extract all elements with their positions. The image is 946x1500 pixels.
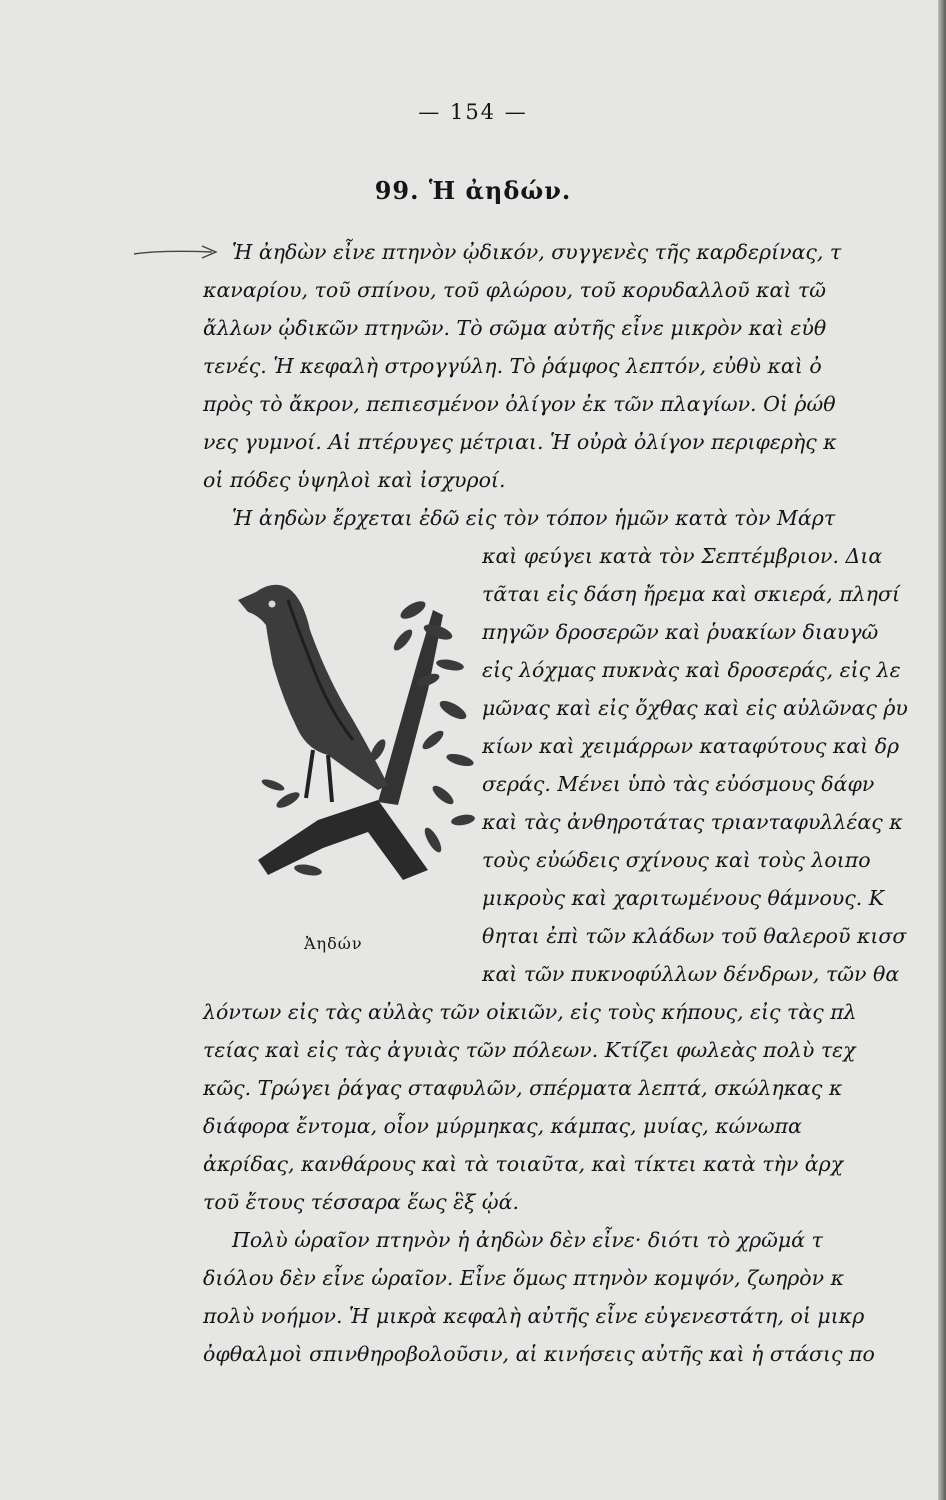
text-line: πρὸς τὸ ἄκρον, πεπιεσμένον ὀλίγον ἐκ τῶν πλαγίων. Οἱ ῥώθ [203,392,836,416]
text-line: λόντων εἰς τὰς αὐλὰς τῶν οἰκιῶν, εἰς τοὺς κήπους, εἰς τὰς πλ [203,1000,857,1024]
text-line: κῶς. Τρώγει ῥάγας σταφυλῶν, σπέρματα λεπτά, σκώληκας κ [203,1076,843,1100]
text-line: Πολὺ ὡραῖον πτηνὸν ἡ ἀηδὼν δὲν εἶνε· διότι τὸ χρῶμά τ [232,1228,823,1252]
text-line: τοῦ ἔτους τέσσαρα ἕως ἓξ ᾠά. [203,1190,519,1214]
text-line: διάφορα ἔντομα, οἷον μύρμηκας, κάμπας, μυίας, κώνωπα [203,1114,802,1138]
text-line: τᾶται εἰς δάση ἤρεμα καὶ σκιερά, πλησί [482,582,900,606]
text-line: καὶ φεύγει κατὰ τὸν Σεπτέμβριον. Δια [482,544,883,568]
text-line: Ἡ ἀηδὼν ἔρχεται ἐδῶ εἰς τὸν τόπον ἡμῶν κατὰ τὸν Μάρτ [232,506,836,530]
chapter-title: 99. Ἡ ἀηδών. [374,176,572,205]
text-line: καναρίου, τοῦ σπίνου, τοῦ φλώρου, τοῦ κορυδαλλοῦ καὶ τῶ [203,278,826,302]
page-number: — 154 — [418,100,528,124]
figure-caption: Ἀηδών [304,934,363,953]
text-line: ἄλλων ᾠδικῶν πτηνῶν. Τὸ σῶμα αὐτῆς εἶνε μικρὸν καὶ εὐθ [203,316,827,340]
nightingale-illustration [228,570,478,900]
text-line: νες γυμνοί. Αἱ πτέρυγες μέτριαι. Ἡ οὐρὰ ὀλίγον περιφερὴς κ [203,430,837,454]
text-line: μικροὺς καὶ χαριτωμένους θάμνους. Κ [482,886,885,910]
text-line: Ἡ ἀηδὼν εἶνε πτηνὸν ᾠδικόν, συγγενὲς τῆς καρδερίνας, τ [232,240,842,264]
text-line: πολὺ νοήμον. Ἡ μικρὰ κεφαλὴ αὐτῆς εἶνε εὐγενεστάτη, οἱ μικρ [203,1304,865,1328]
text-line: πηγῶν δροσερῶν καὶ ῥυακίων διαυγῶ [482,620,879,644]
text-line: ἀκρίδας, κανθάρους καὶ τὰ τοιαῦτα, καὶ τίκτει κατὰ τὴν ἀρχ [203,1152,844,1176]
text-line: κίων καὶ χειμάρρων καταφύτους καὶ δρ [482,734,900,758]
text-line: διόλου δὲν εἶνε ὡραῖον. Εἶνε ὅμως πτηνὸν κομψόν, ζωηρὸν κ [203,1266,845,1290]
text-line: τείας καὶ εἰς τὰς ἀγυιὰς τῶν πόλεων. Κτίζει φωλεὰς πολὺ τεχ [203,1038,856,1062]
text-line: τενές. Ἡ κεφαλὴ στρογγύλη. Τὸ ῥάμφος λεπτόν, εὐθὺ καὶ ὀ [203,354,822,378]
text-line: σεράς. Μένει ὑπὸ τὰς εὐόσμους δάφν [482,772,875,796]
text-line: οἱ πόδες ὑψηλοὶ καὶ ἰσχυροί. [203,468,506,492]
text-line: καὶ τῶν πυκνοφύλλων δένδρων, τῶν θα [482,962,900,986]
text-line: καὶ τὰς ἀνθηροτάτας τριανταφυλλέας κ [482,810,903,834]
text-line: μῶνας καὶ εἰς ὄχθας καὶ εἰς αὐλῶνας ῥυ [482,696,908,720]
text-line: εἰς λόχμας πυκνὰς καὶ δροσεράς, εἰς λε [482,658,901,682]
text-line: θηται ἐπὶ τῶν κλάδων τοῦ θαλεροῦ κισσ [482,924,907,948]
page-edge [938,0,946,1500]
margin-arrow-icon [132,240,222,262]
text-line: τοὺς εὐώδεις σχίνους καὶ τοὺς λοιπο [482,848,871,872]
text-line: ὀφθαλμοὶ σπινθηροβολοῦσιν, αἱ κινήσεις αὐτῆς καὶ ἡ στάσις πο [203,1342,875,1366]
